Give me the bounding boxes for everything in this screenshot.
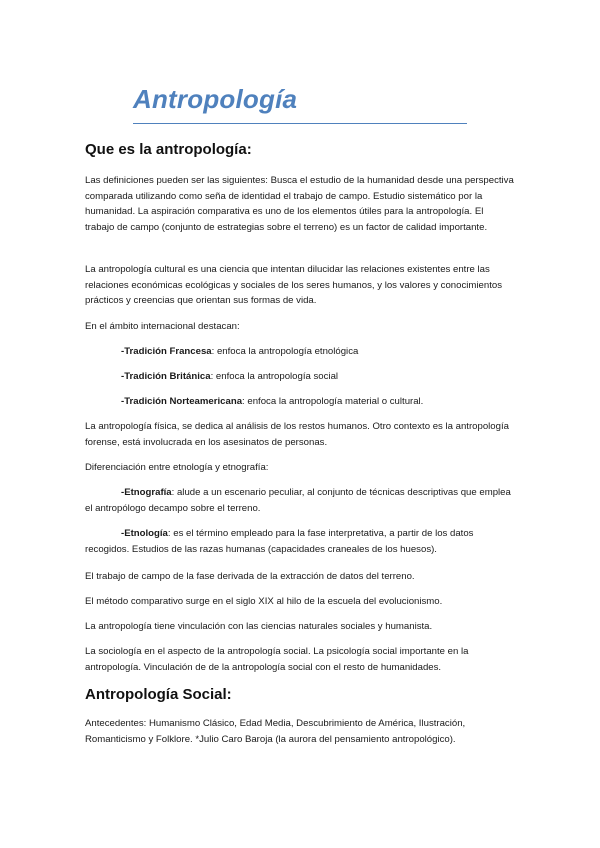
list-item-label: -Etnografía xyxy=(121,487,172,498)
list-item-label: -Tradición Británica xyxy=(121,371,211,382)
paragraph-antropologia-fisica: La antropología física, se dedica al análisis de los restos humanos. Otro contexto es la antropología forense, está involucrada en los asesinatos de personas. xyxy=(85,421,509,448)
list-item-label: -Tradición Norteamericana xyxy=(121,396,243,407)
list-item-text: : es el término empleado para la fase interpretativa, a partir de los datos recogidos. Estudios de las razas humanas (capacidades craneales de los huesos). xyxy=(85,528,474,555)
paragraph-metodo-comparativo: El método comparativo surge en el siglo XIX al hilo de la escuela del evolucionismo. xyxy=(85,596,443,607)
section-heading-antropologia-social: Antropología Social: xyxy=(85,686,232,703)
list-item-label: -Etnología xyxy=(121,528,168,539)
document-title: Antropología xyxy=(133,84,298,114)
title-underline xyxy=(133,123,467,124)
list-item-text: : enfoca la antropología material o cultural. xyxy=(242,396,424,407)
paragraph-definiciones: Las definiciones pueden ser las siguientes: Busca el estudio de la humanidad desde una perspectiva comparada utilizando como seña de identidad el trabajo de campo. Estudio sistemático por la humanidad. La aspiración comparativa es uno de los elementos útiles para la antropología. El trabajo de campo (conjunto de estrategias sobre el terreno) es un factor de calidad importante. xyxy=(85,175,514,233)
list-item-tradicion-francesa xyxy=(121,344,521,360)
list-item-etnografia xyxy=(85,485,515,516)
paragraph-trabajo-campo: El trabajo de campo de la fase derivada de la extracción de datos del terreno. xyxy=(85,571,415,582)
paragraph-antropologia-cultural: La antropología cultural es una ciencia que intentan dilucidar las relaciones existentes entre las relaciones económicas ecológicas y sociales de los seres humanos, y los valores y conocimientos prácticos y creencias que orientan sus formas de vida. xyxy=(85,264,502,306)
list-item-text: : alude a un escenario peculiar, al conjunto de técnicas descriptivas que emplea el antropólogo decampo sobre el terreno. xyxy=(85,487,511,514)
list-item-text: : enfoca la antropología etnológica xyxy=(211,346,359,357)
paragraph-sociologia: La sociología en el aspecto de la antropología social. La psicología social importante en la antropología. Vinculación de de la antropología social con el resto de humanidades. xyxy=(85,646,469,673)
list-item-tradicion-norteamericana xyxy=(121,394,521,410)
paragraph-vinculacion: La antropología tiene vinculación con las ciencias naturales sociales y humanista. xyxy=(85,621,433,632)
paragraph-ambito-internacional: En el ámbito internacional destacan: xyxy=(85,321,240,332)
paragraph-antecedentes: Antecedentes: Humanismo Clásico, Edad Media, Descubrimiento de América, Ilustración, Romanticismo y Folklore. *Julio Caro Baroja (la aurora del pensamiento antropológico). xyxy=(85,718,466,745)
list-item-text: : enfoca la antropología social xyxy=(210,371,339,382)
list-item-label: -Tradición Francesa xyxy=(121,346,212,357)
paragraph-diferenciacion: Diferenciación entre etnología y etnografía: xyxy=(85,462,269,473)
list-item-tradicion-britanica xyxy=(121,369,521,385)
list-item-etnologia xyxy=(85,526,515,557)
section-heading-que-es: Que es la antropología: xyxy=(85,141,252,158)
